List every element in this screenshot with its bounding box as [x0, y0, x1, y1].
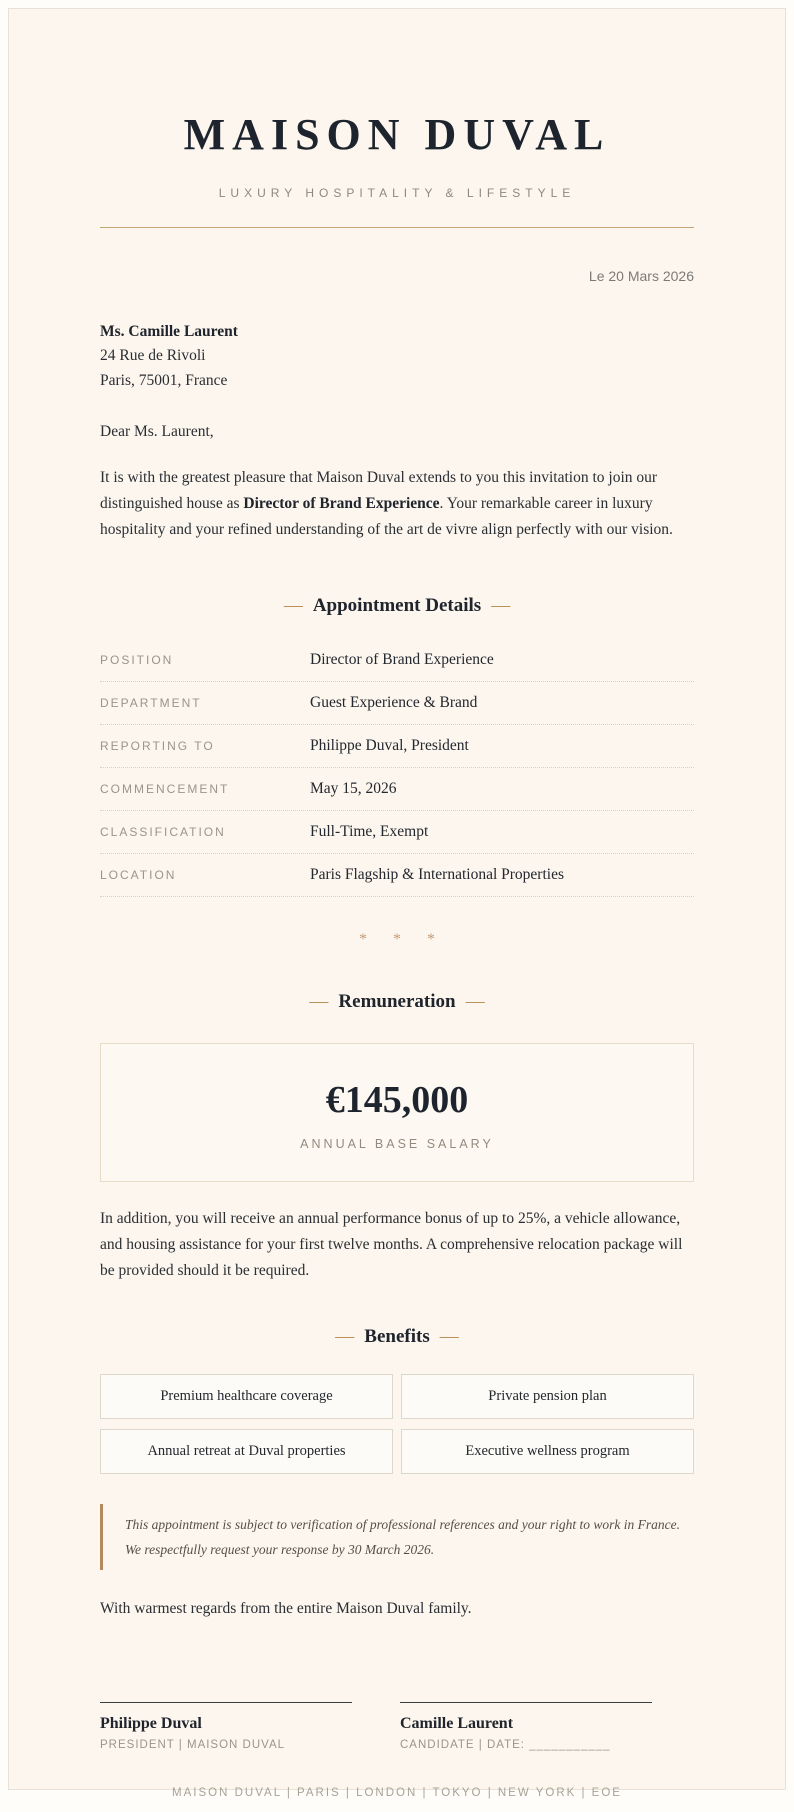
- detail-value-position: Director of Brand Experience: [310, 651, 494, 669]
- appointment-details-table: [100, 639, 694, 897]
- detail-label-commencement: COMMENCEMENT: [100, 782, 230, 797]
- detail-value-classification: Full-Time, Exempt: [310, 823, 429, 841]
- detail-label-reporting-to: REPORTING TO: [100, 739, 215, 754]
- remuneration-heading-label: Remuneration: [338, 991, 456, 1013]
- signature-line: [100, 1702, 352, 1703]
- benefits-grid: [100, 1374, 694, 1474]
- intro-text-before: It is with the greatest pleasure that Maison Duval extends to you this invitation to join our distinguished house as: [100, 469, 658, 513]
- brand-header: [100, 9, 694, 228]
- detail-value-department: Guest Experience & Brand: [310, 694, 478, 712]
- detail-value-commencement: May 15, 2026: [310, 780, 397, 798]
- letter-date: Le 20 Mars 2026: [588, 267, 694, 284]
- signature-title-candidate: CANDIDATE | DATE: ___________: [400, 1739, 611, 1752]
- footer-locations: MAISON DUVAL | PARIS | LONDON | TOKYO | NEW YORK | EOE: [172, 1787, 622, 1800]
- appointment-details-heading-label: Appointment Details: [312, 595, 482, 617]
- signature-block-candidate: [400, 1702, 652, 1751]
- detail-row-department: [100, 682, 694, 725]
- asterisk-divider: * * *: [359, 931, 435, 949]
- detail-row-location: [100, 854, 694, 897]
- detail-label-position: POSITION: [100, 653, 174, 668]
- signature-name-president: Philippe Duval: [100, 1715, 202, 1733]
- salary-box: [100, 1043, 694, 1182]
- heading-dash-left: —: [335, 1326, 355, 1348]
- closing-line: With warmest regards from the entire Maison Duval family.: [100, 1600, 472, 1618]
- salary-label: ANNUAL BASE SALARY: [300, 1137, 494, 1152]
- signature-block-president: [100, 1702, 352, 1751]
- signature-line: [400, 1702, 652, 1703]
- recipient-block: [100, 320, 694, 394]
- salutation: Dear Ms. Laurent,: [100, 423, 214, 441]
- header-divider: [100, 227, 694, 228]
- heading-dash-right: —: [439, 1326, 459, 1348]
- detail-value-location: Paris Flagship & International Properties: [310, 866, 564, 884]
- heading-dash-left: —: [309, 991, 329, 1013]
- detail-row-reporting-to: [100, 725, 694, 768]
- signature-name-candidate: Camille Laurent: [400, 1715, 514, 1733]
- heading-dash-right: —: [491, 595, 511, 617]
- detail-row-position: [100, 639, 694, 682]
- remuneration-paragraph: In addition, you will receive an annual performance bonus of up to 25%, a vehicle allowance, and housing assistance for your first twelve months. A comprehensive relocation package will be provided should it be required.: [100, 1210, 683, 1280]
- heading-dash-right: —: [465, 991, 485, 1013]
- benefits-heading-label: Benefits: [364, 1326, 430, 1348]
- benefit-item-healthcare: Premium healthcare coverage: [100, 1374, 393, 1419]
- conditions-note: This appointment is subject to verification of professional references and your right to work in France. We respectfully request your response by 30 March 2026.: [100, 1504, 694, 1570]
- signature-row: [100, 1702, 694, 1751]
- salary-amount: €145,000: [325, 1079, 469, 1122]
- detail-value-reporting-to: Philippe Duval, President: [310, 737, 469, 755]
- detail-row-commencement: [100, 768, 694, 811]
- appointment-details-heading: [100, 595, 694, 617]
- signature-title-president: PRESIDENT | MAISON DUVAL: [100, 1739, 286, 1752]
- intro-text-after: . Your remarkable career in luxury hospitality and your refined understanding of the art de vivre align perfectly with our vision.: [100, 495, 673, 539]
- brand-title: MAISON DUVAL: [183, 110, 611, 159]
- letter-card: [8, 8, 786, 1800]
- intro-paragraph: [100, 465, 694, 543]
- recipient-name: Ms. Camille Laurent: [100, 322, 238, 340]
- detail-label-department: DEPARTMENT: [100, 696, 202, 711]
- remuneration-heading: [100, 991, 694, 1013]
- benefit-item-pension: Private pension plan: [401, 1374, 694, 1419]
- benefits-heading: [100, 1326, 694, 1348]
- detail-label-classification: CLASSIFICATION: [100, 825, 226, 840]
- recipient-address-line2: Paris, 75001, France: [100, 371, 228, 389]
- brand-tagline: LUXURY HOSPITALITY & LIFESTYLE: [218, 185, 576, 200]
- recipient-address-line1: 24 Rue de Rivoli: [100, 347, 206, 365]
- benefit-item-wellness: Executive wellness program: [401, 1429, 694, 1474]
- detail-label-location: LOCATION: [100, 868, 177, 883]
- heading-dash-left: —: [283, 595, 303, 617]
- intro-position-bold: Director of Brand Experience: [243, 495, 440, 513]
- benefit-item-retreat: Annual retreat at Duval properties: [100, 1429, 393, 1474]
- detail-row-classification: [100, 811, 694, 854]
